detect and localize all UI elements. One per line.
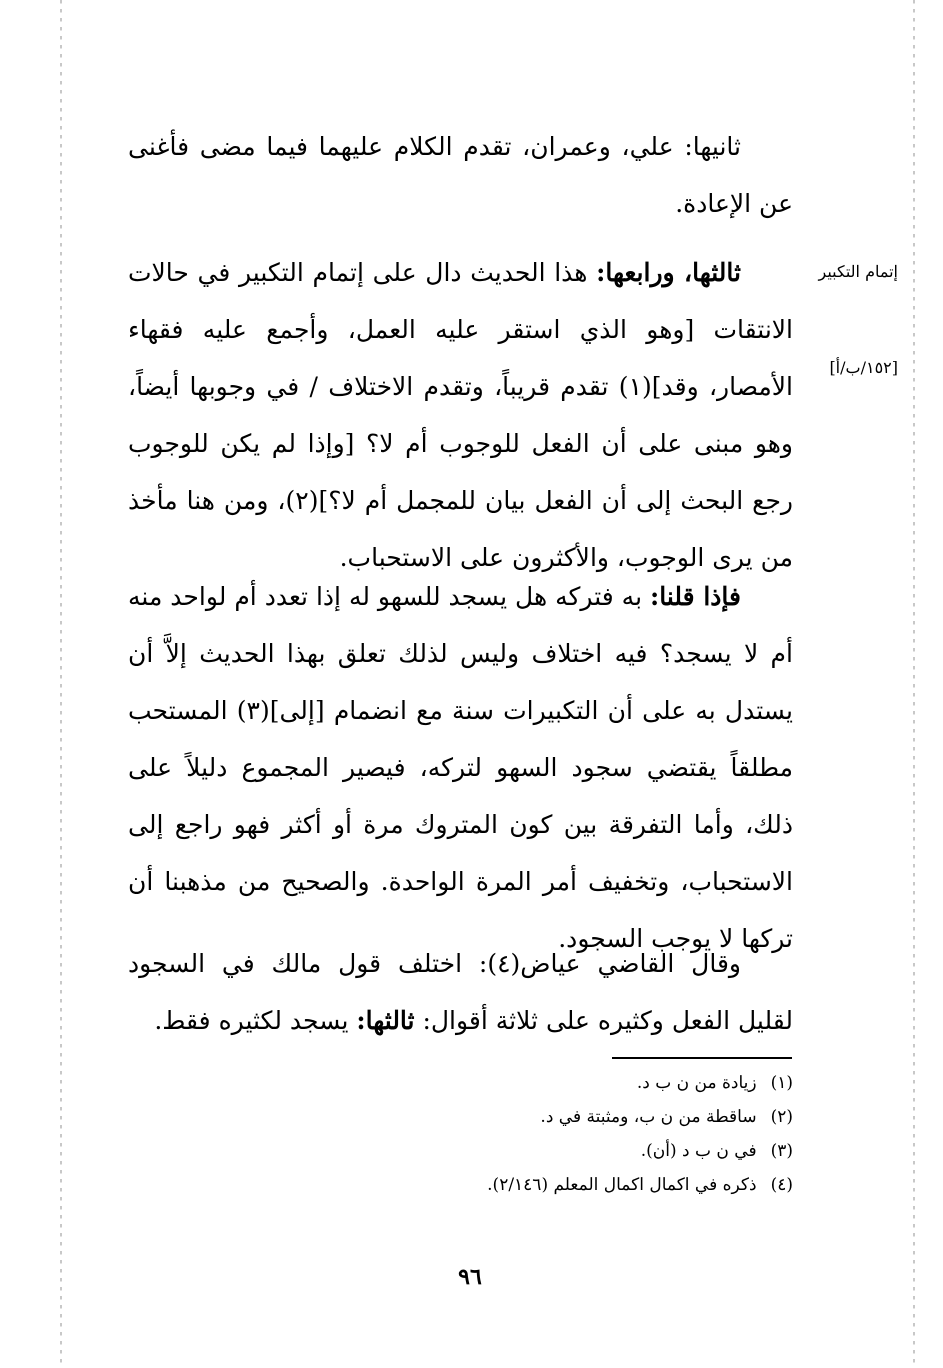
paragraph-text: ثانيها: علي، وعمران، تقدم الكلام عليهما فيما مضى فأغنى عن الإعادة. [128,132,793,218]
footnote-text: زيادة من ن ب د. [636,1073,757,1093]
paragraph-3 [128,568,793,967]
paragraph-1 [128,118,793,232]
paragraph-2 [128,244,793,586]
scan-edge-dots [60,0,62,1368]
footnote [128,1066,793,1100]
footnote-divider [612,1057,792,1059]
footnote-number: (٣) [770,1141,793,1161]
paragraph-lead: ثالثها، ورابعها: [596,258,741,287]
footnote [128,1168,793,1202]
paragraph-text: وقال القاضي عياض(٤): اختلف قول مالك في السجود لقليل الفعل وكثيره على ثلاثة أقوال: [128,949,793,1035]
footnote-text: في ن ب د (أن). [640,1141,757,1161]
footnote-text: ساقطة من ن ب، ومثبتة في د. [540,1107,757,1127]
footnote-number: (٤) [770,1175,793,1195]
paragraph-text: به فتركه هل يسجد للسهو له إذا تعدد أم لواحد منه أم لا يسجد؟ فيه اختلاف وليس لذلك تعلق بهذا الحديث إلاَّ أن يستدل به على أن التكبيرات سنة مع انضمام [إلى](٣) المستحب مطلقاً يقتضي سجود السهو لتركه، فيصير المجموع دليلاً على ذلك، وأما التفرقة بين كون المتروك مرة أو أكثر فهو راجع إلى الاستحباب، وتخفيف أمر المرة الواحدة. والصحيح من مذهبنا أن تركها لا يوجب السجود. [128,582,794,953]
marginal-note-topic: إتمام التكبير [818,262,898,281]
footnote [128,1100,793,1134]
footnote-number: (٢) [770,1107,793,1127]
page-number: ٩٦ [458,1264,482,1290]
paragraph-lead: فإذا قلنا: [650,582,741,611]
footnote-text: ذكره في اكمال اكمال المعلم (٢/١٤٦). [487,1175,757,1195]
footnotes [128,1066,793,1202]
paragraph-4 [128,935,793,1049]
paragraph-text: يسجد لكثيره فقط. [154,1006,349,1035]
footnote-number: (١) [770,1073,793,1093]
paragraph-text: هذا الحديث دال على إتمام التكبير في حالات الانتقات [وهو الذي استقر عليه العمل، وأجمع عليه فقهاء الأمصار، وقد](١) تقدم قريباً، وتقدم الاختلاف / في وجوبها أيضاً، وهو مبنى على أن الفعل للوجوب أم لا؟ [وإذا لم يكن للوجوب رجع البحث إلى أن الفعل بيان للمجمل أم لا؟](٢)، ومن هنا مأخذ من يرى الوجوب، والأكثرون على الاستحباب. [128,258,794,572]
footnote [128,1134,793,1168]
marginal-note-folio: [١٥٢/ب/أ] [829,358,898,377]
scan-edge-dots [913,0,915,1368]
paragraph-lead: ثالثها: [356,1006,415,1035]
